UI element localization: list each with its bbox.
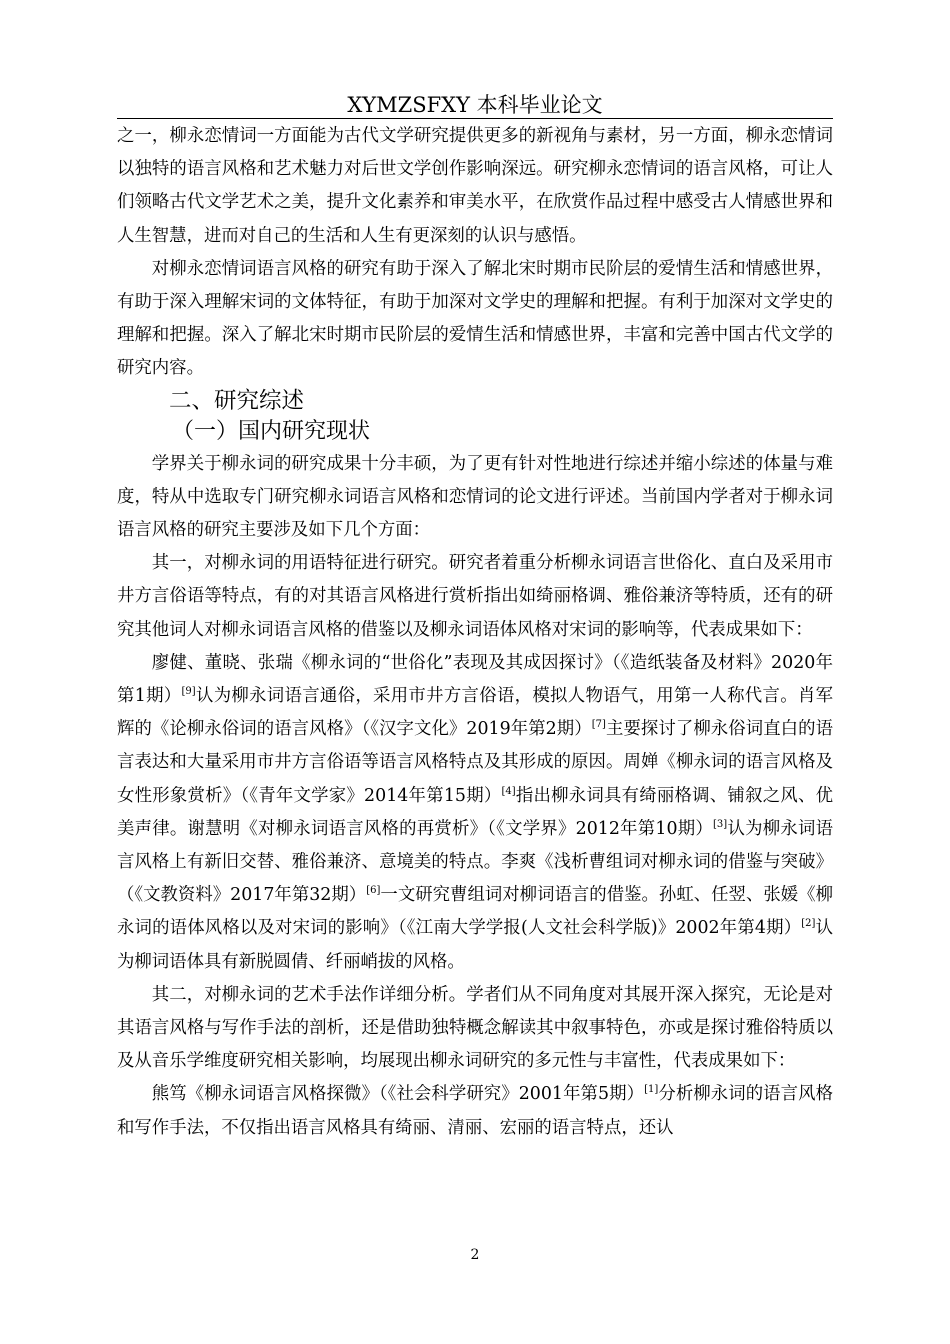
paragraph-continued: 之一，柳永恋情词一方面能为古代文学研究提供更多的新视角与素材，另一方面，柳永恋情词以独特的语言风格和艺术魅力对后世文学创作影响深远。研究柳永恋情词的语言风格，可让人们领略古代文学艺术之美，提升文化素养和审美水平，在欣赏作品过程中感受古人情感世界和人生智慧，进而对自己的生活和人生有更深刻的认识与感悟。 xyxy=(117,126,833,246)
paragraph-aspect-one-works xyxy=(117,647,833,979)
paragraph-significance: 对柳永恋情词语言风格的研究有助于深入了解北宋时期市民阶层的爱情生活和情感世界，有助于深入理解宋词的文体特征，有助于加深对文学史的理解和把握。有利于加深对文学史的理解和把握。深入了解北宋时期市民阶层的爱情生活和情感世界，丰富和完善中国古代文学的研究内容。 xyxy=(117,258,833,379)
paragraph-overview: 学界关于柳永词的研究成果十分丰硕，为了更有针对性地进行综述并缩小综述的体量与难度，特从中选取专门研究柳永词语言风格和恋情词的论文进行评述。当前国内学者对于柳永词语言风格的研究主要涉及如下几个方面： xyxy=(117,453,833,541)
text-run: 认为柳词语体具有新脱圆倩、纤丽峭拔的风格。 xyxy=(117,918,833,972)
paragraph-aspect-two: 其二，对柳永词的艺术手法作详细分析。学者们从不同角度对其展开深入探究，无论是对其语言风格与写作手法的剖析，还是借助独特概念解读其中叙事特色，亦或是探讨雅俗特质以及从音乐学维度研究相关影响，均展现出柳永词研究的多元性与丰富性，代表成果如下： xyxy=(117,984,833,1072)
citation-ref: [9] xyxy=(181,686,196,698)
citation-ref: [6] xyxy=(366,885,381,897)
running-header: XYMZSFXY 本科毕业论文 xyxy=(347,93,603,117)
text-run: 分析柳永词的语言风格和写作手法，不仅指出语言风格具有绮丽、清丽、宏丽的语言特点，还认 xyxy=(117,1084,833,1138)
page-body xyxy=(117,120,833,1145)
page-number: 2 xyxy=(470,1247,480,1263)
text-run: 主要探讨了柳永俗词直白的语言表达和大量采用市井方言俗语等语言风格特点及其形成的原因。周婵《柳永词的语言风格及女性形象赏析》（《青年文学家》2014年第15期） xyxy=(117,719,833,806)
text-run: 一文研究曹组词对柳词语言的借鉴。孙虹、任翌、张媛《柳永词的语体风格以及对宋词的影响》（《江南大学学报(人文社会科学版)》2002年第4期） xyxy=(117,885,833,939)
section-heading: 二、研究综述 xyxy=(169,387,305,414)
header-rule xyxy=(117,118,833,119)
paragraph-aspect-one: 其一，对柳永词的用语特征进行研究。研究者着重分析柳永词语言世俗化、直白及采用市井方言俗语等特点，有的对其语言风格进行赏析指出如绮丽格调、雅俗兼济等特质，还有的研究其他词人对柳永词语言风格的借鉴以及柳永词语体风格对宋词的影响等，代表成果如下： xyxy=(117,553,833,640)
text-run: 认为柳永词语言通俗，采用市井方言俗语，模拟人物语气，用第一人称代言。肖军辉的《论柳永俗词的语言风格》（《汉字文化》2019年第2期） xyxy=(117,686,833,740)
citation-ref: [1] xyxy=(644,1084,659,1096)
citation-ref: [2] xyxy=(801,918,816,930)
subsection-heading: （一）国内研究现状 xyxy=(172,418,371,444)
citation-ref: [3] xyxy=(713,818,728,830)
text-run: 认为柳永词语言风格上有新旧交替、雅俗兼济、意境美的特点。李爽《浅析曹组词对柳永词的借鉴与突破》（《文教资料》2017年第32期） xyxy=(117,818,833,906)
text-run: 指出柳永词具有绮丽格调、铺叙之风、优美声律。谢慧明《对柳永词语言风格的再赏析》（《文学界》2012年第10期） xyxy=(117,785,833,839)
citation-ref: [4] xyxy=(501,785,516,797)
text-run: 廖健、董晓、张瑞《柳永词的“世俗化”表现及其成因探讨》（《造纸装备及材料》2020年第1期） xyxy=(117,652,833,707)
citation-ref: [7] xyxy=(591,719,606,731)
text-run: 熊笃《柳永词语言风格探微》（《社会科学研究》2001年第5期） xyxy=(151,1084,645,1105)
paragraph-aspect-two-works xyxy=(117,1078,833,1144)
